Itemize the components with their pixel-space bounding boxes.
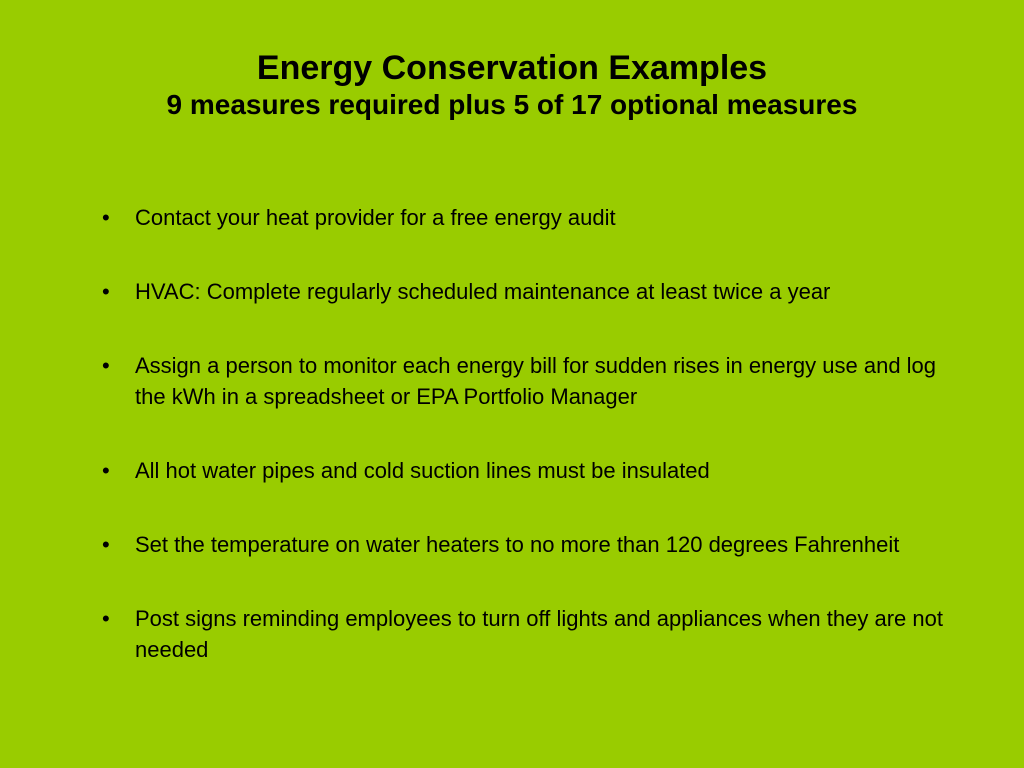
bullet-marker: • [102,353,110,378]
bullet-text: HVAC: Complete regularly scheduled maintenance at least twice a year [135,279,831,304]
bullet-text: All hot water pipes and cold suction lines must be insulated [135,458,710,483]
bullet-marker: • [102,458,110,483]
bullet-item [102,350,962,412]
bullet-item [102,529,962,560]
bullet-marker: • [102,532,110,557]
title-block [0,48,1024,122]
bullet-text: Post signs reminding employees to turn off lights and appliances when they are not needed [135,606,943,662]
bullet-text: Assign a person to monitor each energy bill for sudden rises in energy use and log the kWh in a spreadsheet or EPA Portfolio Manager [135,353,937,409]
bullet-text: Set the temperature on water heaters to no more than 120 degrees Fahrenheit [135,532,900,557]
bullet-marker: • [102,205,110,230]
slide-title: Energy Conservation Examples [256,49,768,87]
bullet-item [102,276,962,307]
bullet-marker: • [102,606,110,631]
bullet-text: Contact your heat provider for a free energy audit [135,205,616,230]
bullet-list [102,202,962,708]
bullet-item [102,202,962,233]
slide-subtitle: 9 measures required plus 5 of 17 optional measures [166,89,858,120]
bullet-item [102,455,962,486]
bullet-marker: • [102,279,110,304]
bullet-item [102,603,962,665]
